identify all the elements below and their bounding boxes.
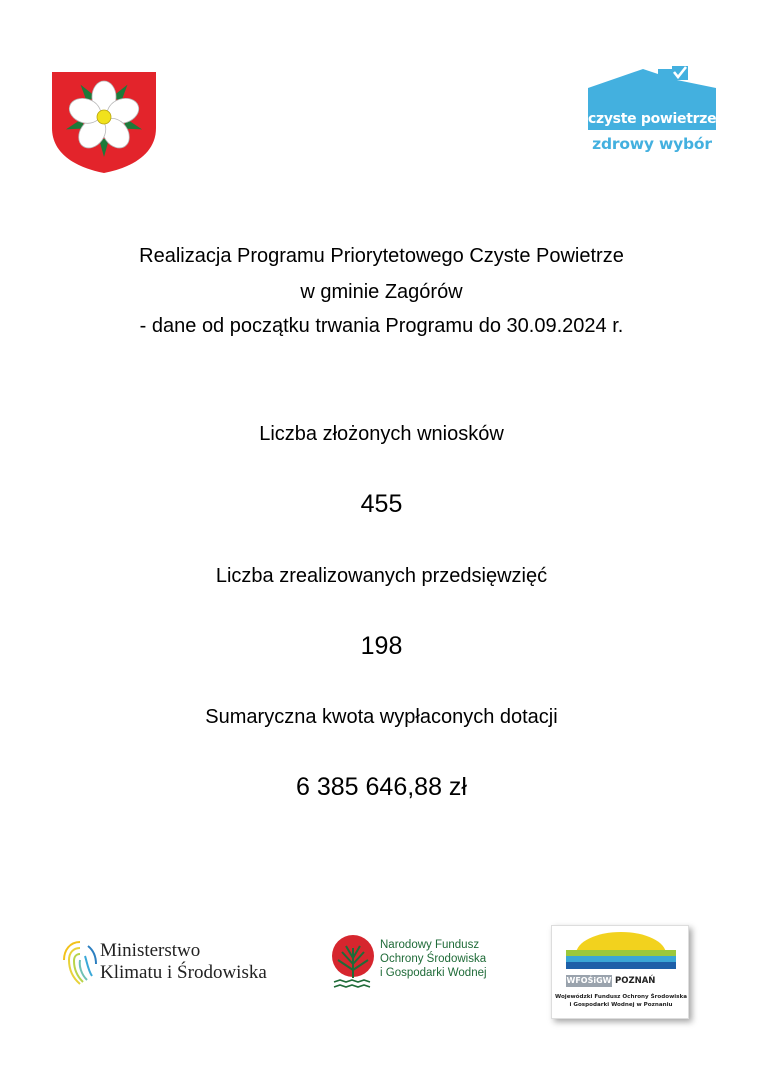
nfos-line1: Narodowy Fundusz — [380, 939, 480, 951]
stat-value-projects: 198 — [360, 632, 403, 660]
stat-label-projects: Liczba zrealizowanych przedsięwzięć — [215, 565, 548, 587]
ministry-line1: Ministerstwo — [100, 940, 201, 961]
wfos-sub1: Wojewódzki Fundusz Ochrony Środowiska — [554, 994, 688, 1000]
czyste-powietrze-logo — [588, 66, 716, 158]
page-title-line2: w gminie Zagórów — [300, 281, 463, 303]
wfos-city: POZNAŃ — [615, 976, 656, 986]
stat-value-applications: 455 — [360, 490, 403, 518]
nfos-line3: i Gospodarki Wodnej — [380, 967, 487, 979]
program-logo-line2: zdrowy wybór — [588, 130, 716, 158]
wfosigw-logo — [551, 925, 689, 1019]
wfos-sub2: i Gospodarki Wodnej w Poznaniu — [569, 1002, 673, 1008]
stat-label-applications: Liczba złożonych wniosków — [259, 423, 504, 445]
ministry-line2: Klimatu i Środowiska — [100, 962, 267, 983]
nfos-line2: Ochrony Środowiska — [380, 953, 487, 965]
program-logo-line1: czyste powietrze — [588, 106, 716, 132]
fingerprint-icon — [60, 938, 100, 990]
sun-rays-icon — [552, 926, 690, 974]
tree-emblem-icon — [330, 934, 376, 992]
page-title-line1: Realizacja Programu Priorytetowego Czyste Powietrze — [139, 245, 624, 267]
nfosigw-logo — [330, 932, 500, 996]
rose-coat-of-arms-icon — [50, 70, 158, 174]
stat-label-subsidies: Sumaryczna kwota wypłaconych dotacji — [205, 706, 558, 728]
house-roof-icon — [588, 66, 716, 106]
stat-value-subsidies: 6 385 646,88 zł — [296, 773, 467, 801]
ministry-logo — [52, 928, 284, 1000]
wfos-badge: WFOŚiGW — [566, 976, 612, 985]
page-title-line3: - dane od początku trwania Programu do 30.09.2024 r. — [139, 315, 624, 337]
